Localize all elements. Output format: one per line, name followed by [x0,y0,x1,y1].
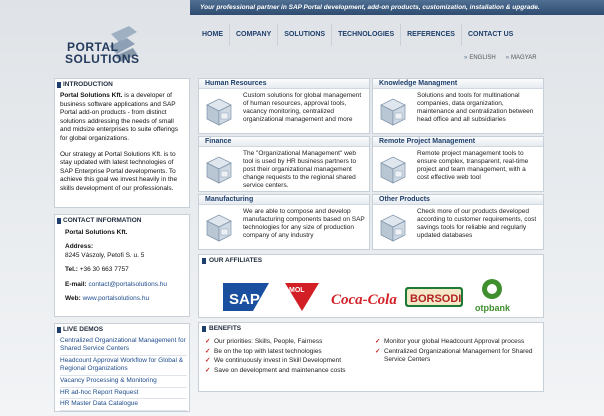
solution-text: The "Organizational Management" web tool is used by HR business partners to post their organizational management change requests to the regional shared service centers. [243,150,357,189]
bullet-icon: » [464,55,468,61]
solution-title[interactable]: Manufacturing [199,195,369,205]
otpbank-logo-text: otpbank [475,303,510,313]
check-icon: ✓ [205,366,211,374]
solution-title[interactable]: Remote Project Management [373,137,543,147]
affiliates-box [198,254,544,318]
contact-name: Portal Solutions Kft. [65,228,128,236]
benefit-item: ✓ Monitor your global Headcount Approval process [375,338,525,345]
solution-text: Solutions and tools for multinational companies, data organization, maintenance and centralization between head office and all subsidiaries [417,92,534,123]
benefit-item: ✓ Be on the top with latest technologies [205,347,322,355]
bullet-icon: » [505,55,510,61]
demo-link[interactable]: HR Master Data Catalogue [60,399,187,411]
check-icon: ✓ [205,357,211,365]
live-demos-list [55,336,189,411]
main-content [198,78,544,392]
hr-box-icon [205,95,233,127]
nav-references[interactable]: REFERENCES [401,24,462,46]
nav-company[interactable]: COMPANY [230,24,278,46]
check-icon: ✓ [375,338,381,345]
benefits-left-list [205,338,365,376]
solution-text: Remote project management tools to ensure complex, transparent, real-time project and team management, with a cost effective web tool [417,150,529,181]
lang-english[interactable]: » ENGLISH [464,55,496,61]
logo-text-line1: PORTAL [67,40,119,54]
sap-logo[interactable] [223,283,269,311]
nav-contact-us[interactable]: CONTACT US [467,31,514,38]
mol-logo-text: MOL [289,287,305,294]
solution-remote-project-management[interactable] [372,136,544,192]
nav-home[interactable]: HOME [196,24,230,46]
benefits-box [198,322,544,392]
benefits-heading: BENEFITS [199,323,543,335]
address-label: Address: [65,243,94,251]
solution-knowledge-managment[interactable] [372,78,544,134]
web-link[interactable]: www.portalsolutions.hu [82,295,150,303]
affiliate-logos [223,275,523,315]
main-nav [196,24,519,46]
live-demos-box [54,323,190,412]
demo-link[interactable]: Vacancy Processing & Monitoring [60,376,187,388]
solution-other-products[interactable] [372,194,544,250]
project-box-icon [379,153,407,185]
solution-human-resources[interactable] [198,78,370,134]
check-icon: ✓ [205,338,211,345]
introduction-heading: INTRODUCTION [55,79,189,91]
intro-paragraph-2: Our strategy at Portal Solutions Kft. is to stay updated with latest technologies of SAP Enterprise Portal developments. To achieve this goal we invest heavily in the skills development of our professionals. [60,150,178,192]
heading-marker-icon [202,326,206,332]
borsodi-logo[interactable] [405,287,463,307]
email-link[interactable]: contact@portalsolutions.hu [88,280,167,288]
logo-text-line2: SOLUTIONS [65,52,140,66]
heading-marker-icon [57,82,61,88]
otpbank-logo[interactable] [475,279,511,313]
tagline-bar: Your professional partner in SAP Portal development, add-on products, customization, installation & upgrade. [190,0,604,15]
contact-box [54,214,190,317]
manufacturing-box-icon [205,211,233,243]
email-label: E-mail: [65,280,87,288]
live-demos-heading: LIVE DEMOS [55,324,189,336]
language-switch [464,55,537,61]
address-value: 8245 Vászoly, Petofi S. u. 5 [65,251,145,259]
solutions-grid [198,78,544,250]
contact-details [55,227,189,316]
nav-solutions[interactable]: SOLUTIONS [278,24,332,46]
demo-link[interactable]: Centralized Organizational Management for Shared Service Centers [60,336,187,356]
benefits-right-list [375,338,535,366]
benefit-item: ✓ We continuously invest in Skill Development [205,357,342,365]
heading-marker-icon [57,327,61,333]
portal-solutions-logo[interactable] [62,20,162,70]
knowledge-box-icon [379,95,407,127]
heading-marker-icon [57,218,61,224]
coca-cola-logo-text: Coca-Cola [331,292,397,308]
tel-label: Tel.: [65,266,78,274]
sap-logo-text: SAP [229,291,260,308]
borsodi-logo-text: BORSODI [410,293,462,305]
solution-manufacturing[interactable] [198,194,370,250]
intro-company-name: Portal Solutions Kft. [60,92,123,99]
web-label: Web: [65,295,81,303]
solution-text: Custom solutions for global management of human resources, approval tools, vacancy monitoring, centralized organizational management and more [243,92,362,123]
finance-box-icon [205,153,233,185]
demo-link[interactable]: Headcount Approval Workflow for Global & Regional Organizations [60,356,187,376]
check-icon: ✓ [205,347,211,355]
introduction-text [55,91,189,207]
solution-title[interactable]: Other Products [373,195,543,205]
solution-text: Check more of our products developed according to customer requirements, cost savings tools for reliable and regularly updated databases [417,208,537,239]
affiliates-heading: OUR AFFILIATES [199,255,543,267]
nav-technologies[interactable]: TECHNOLOGIES [332,24,401,46]
contact-heading: CONTACT INFORMATION [55,215,189,227]
solution-text: We are able to compose and develop manufacturing components based on SAP technologies for any size of production company of any industry [243,208,365,239]
benefit-item: ✓ Our priorities: Skills, People, Fairness [205,338,323,345]
introduction-box [54,78,190,208]
mol-logo[interactable] [285,283,319,311]
solution-title[interactable]: Knowledge Managment [373,79,543,89]
solution-title[interactable]: Finance [199,137,369,147]
solution-title[interactable]: Human Resources [199,79,369,89]
demo-link[interactable]: HR ad-hoc Report Request [60,388,187,400]
benefit-item: ✓ Centralized Organizational Management for Shared Service Centers [375,347,533,364]
heading-marker-icon [202,258,206,264]
benefit-item: ✓ Save on development and maintenance costs [205,366,346,374]
check-icon: ✓ [375,347,381,355]
sidebar [54,78,190,416]
products-box-icon [379,211,407,243]
tel-value: +36 30 663 7757 [79,266,129,274]
coca-cola-logo[interactable] [331,292,397,308]
solution-finance[interactable] [198,136,370,192]
lang-magyar[interactable]: » MAGYAR [505,55,537,61]
intro-paragraph-1: is a developer of business software applications and SAP Portal add-on products - from distinct solutions addressing the needs of small and midsize enterprises to suite offerings for global organizations. [60,92,179,142]
